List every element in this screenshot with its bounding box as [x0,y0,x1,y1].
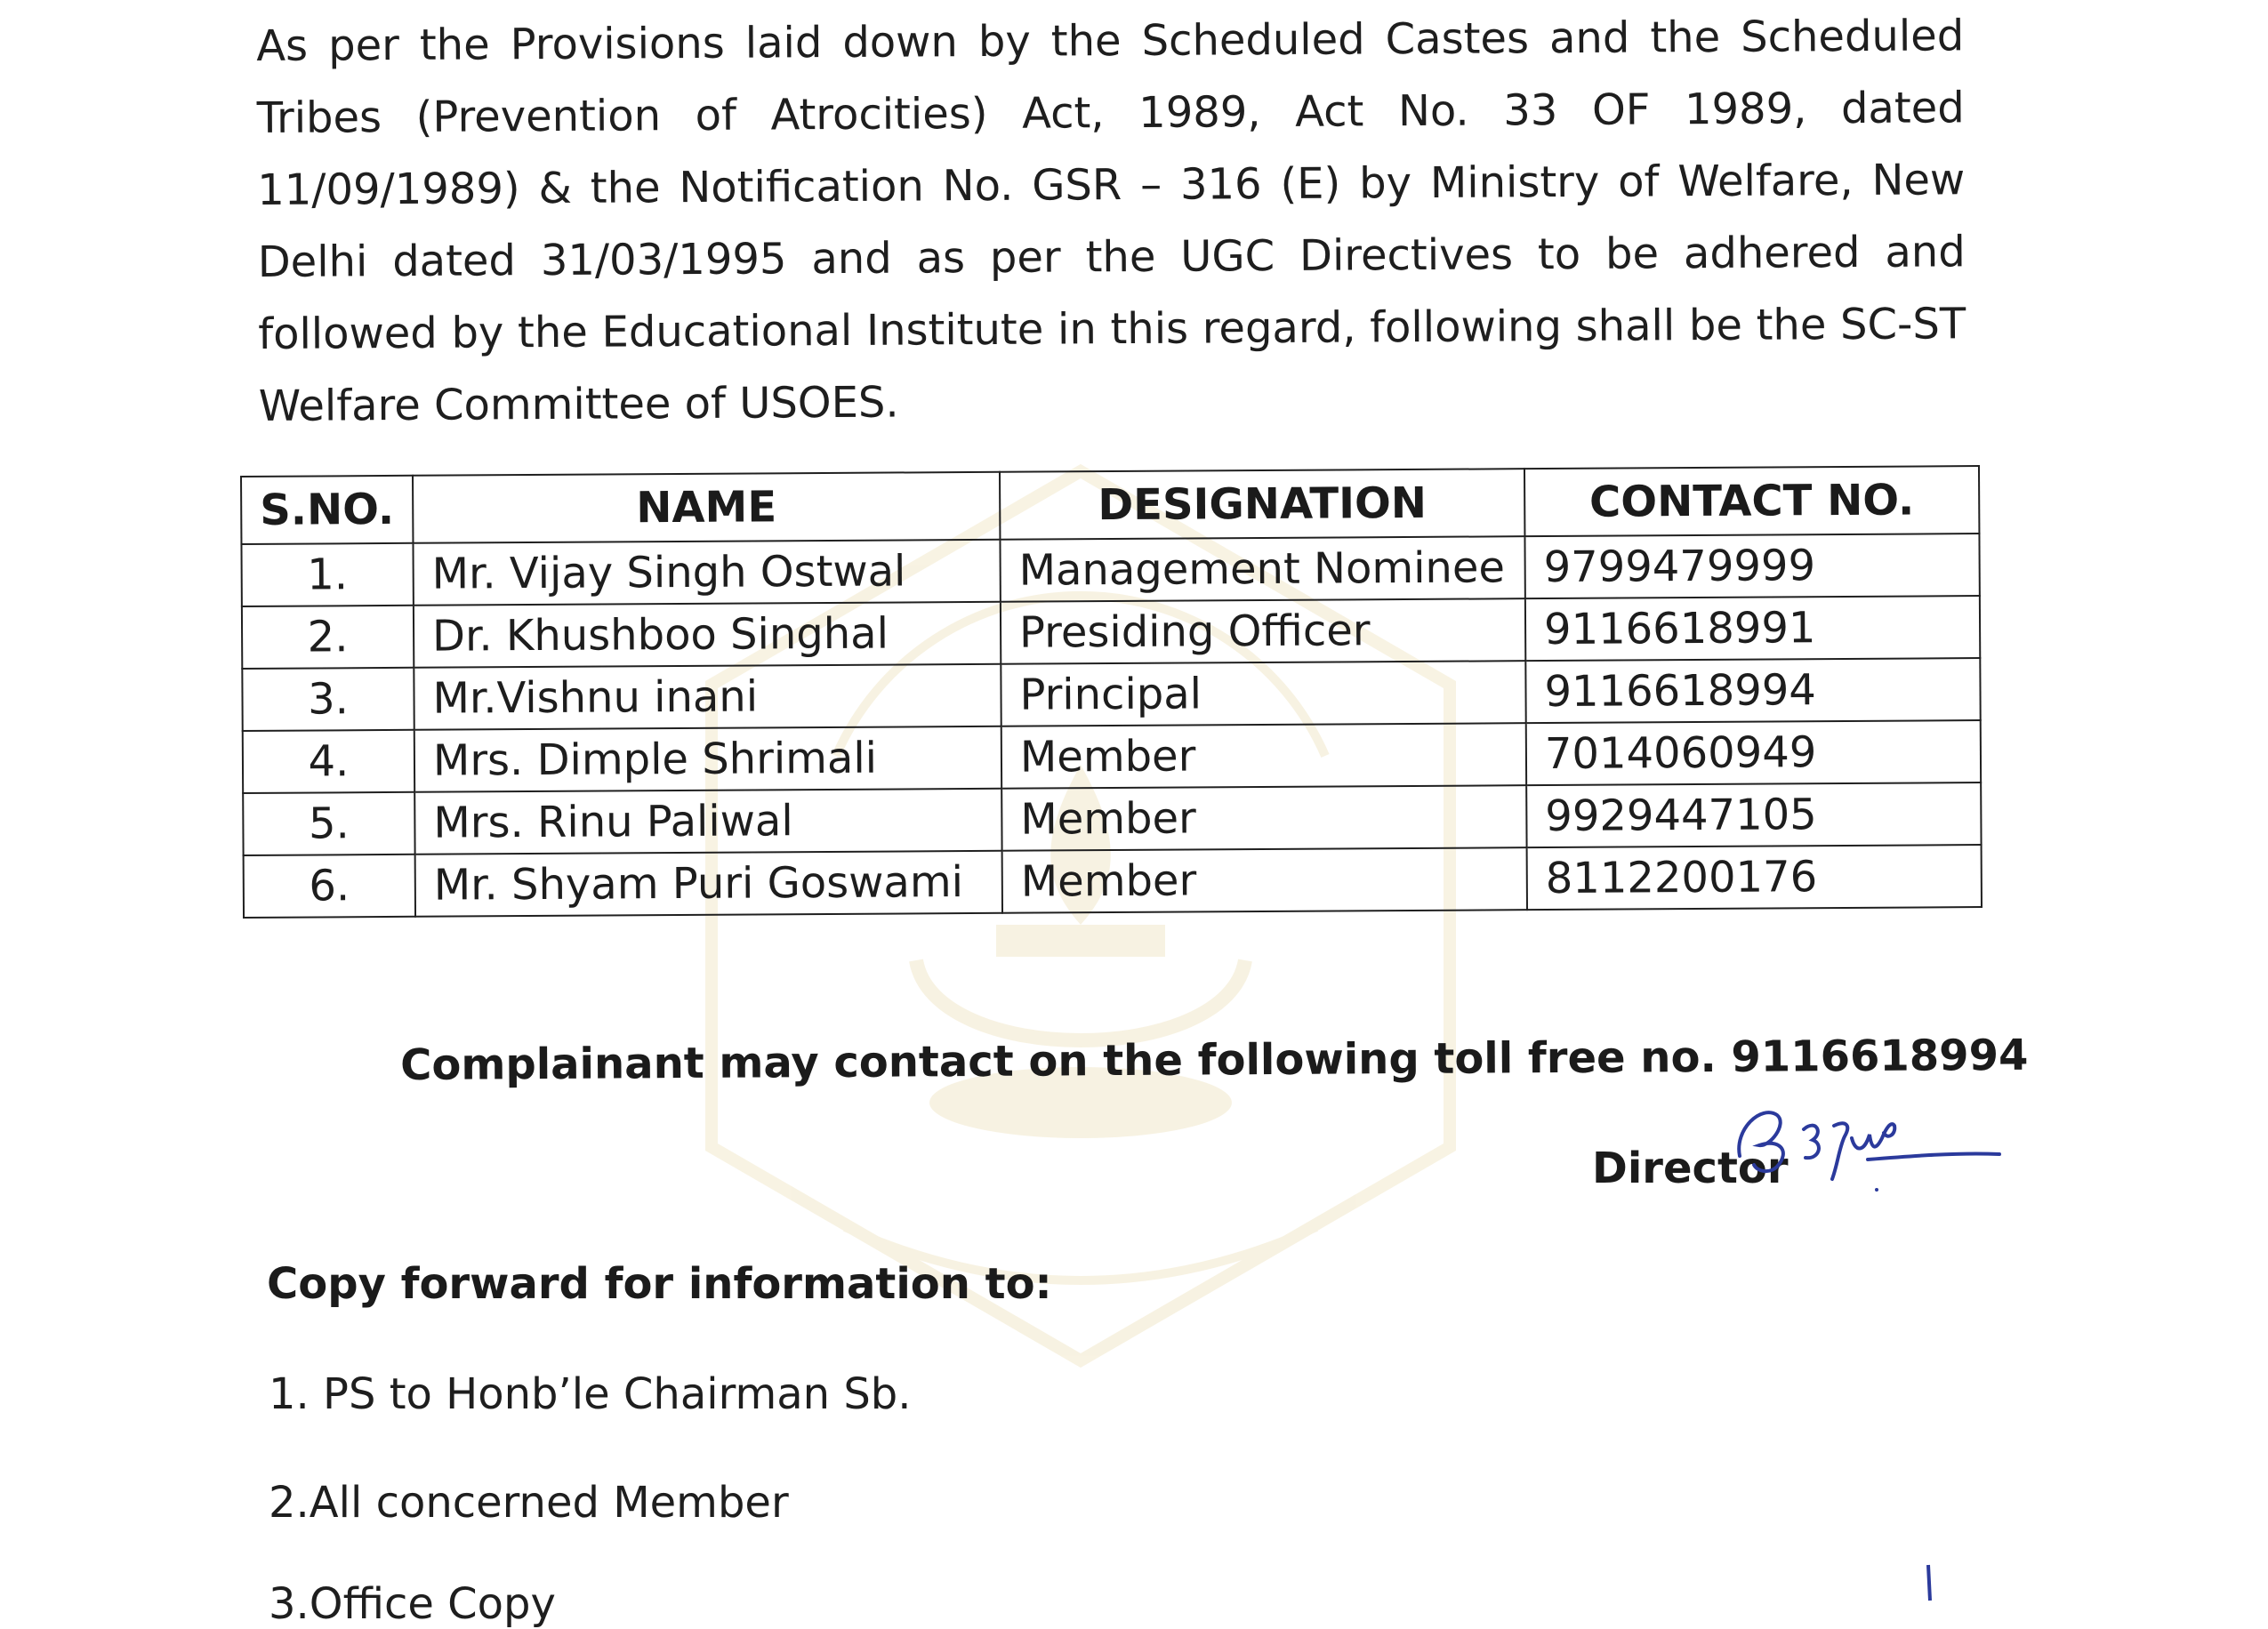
cell-sno: 4. [243,730,414,793]
cell-name: Mrs. Dimple Shrimali [414,726,1001,792]
copy-forward-item: 2.All concerned Member [269,1478,789,1528]
cell-sno: 1. [241,543,413,606]
header-designation: DESIGNATION [1000,469,1524,540]
header-sno: S.NO. [241,476,413,544]
cell-contact: 7014060949 [1526,720,1981,785]
committee-table [240,465,1982,919]
cell-name: Mrs. Rinu Paliwal [414,789,1001,855]
intro-paragraph: As per the Provisions laid down by the Scheduled Castes and the Scheduled Tribes (Prevention of Atrocities) Act, 1989, Act No. 33 OF 1989, dated 11/09/1989) & the Notification No. GSR – 316 (E) by Ministry of Welfare, New Delhi dated 31/03/1995 and as per the UGC Directives to be adhered and followed by the Educational Institute in this regard, following shall be the SC-ST Welfare Committee of USOES. [256,11,1966,431]
cell-name: Mr. Shyam Puri Goswami [415,851,1002,917]
cell-designation: Member [1002,847,1527,913]
cell-sno: 3. [242,668,414,731]
copy-forward-item: 3.Office Copy [269,1579,556,1629]
cell-sno: 2. [242,606,414,669]
table-header-row [241,466,1979,544]
cell-name: Mr. Vijay Singh Ostwal [413,540,1000,606]
cell-contact: 9116618991 [1525,596,1980,661]
cell-contact: 8112200176 [1527,845,1982,910]
cell-designation: Member [1001,723,1526,789]
cell-sno: 6. [244,855,415,918]
cell-designation: Member [1001,785,1526,851]
cell-designation: Presiding Officer [1001,598,1525,664]
director-label: Director [1592,1144,1789,1193]
header-contact: CONTACT NO. [1524,466,1979,536]
cell-contact: 9799479999 [1524,534,1979,598]
cell-designation: Principal [1001,661,1525,726]
cell-designation: Management Nominee [1000,536,1524,602]
table-row [244,845,1982,918]
cell-name: Dr. Khushboo Singhal [414,602,1001,668]
cell-contact: 9929447105 [1526,782,1981,847]
cell-sno: 5. [243,792,414,855]
cell-contact: 9116618994 [1525,658,1980,723]
ink-mark-icon [1921,1565,1939,1601]
table-row [241,534,1979,606]
header-name: NAME [413,472,1000,543]
table-row [242,658,1980,731]
tollfree-notice: Complainant may contact on the following toll free no. 9116618994 [400,1030,2029,1090]
table-row [243,720,1981,793]
table-row [242,596,1980,669]
copy-forward-heading: Copy forward for information to: [267,1259,1052,1309]
cell-name: Mr.Vishnu inani [414,664,1001,730]
copy-forward-item: 1. PS to Honb’le Chairman Sb. [269,1369,912,1419]
table-row [243,782,1981,855]
signature-icon [1734,1094,2001,1192]
